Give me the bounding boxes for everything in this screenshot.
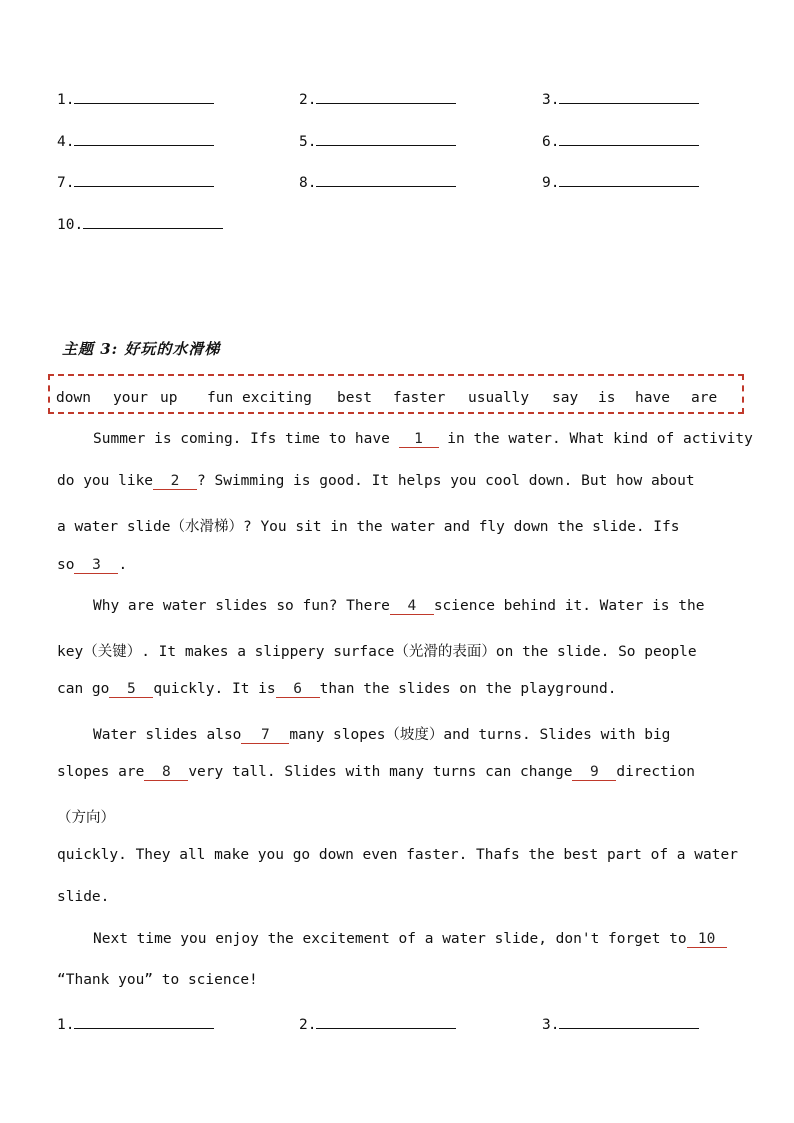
word-bank-item: say [552, 390, 579, 406]
answer-blank[interactable] [83, 214, 223, 229]
answer-blank[interactable] [559, 172, 699, 187]
answer-blank[interactable] [559, 89, 699, 104]
answer-slot-8: 8. [299, 172, 456, 191]
answer-row-2 [57, 131, 757, 151]
answer-slot-3: 3. [542, 89, 699, 108]
answer-blank[interactable] [559, 1014, 699, 1029]
blank-7[interactable]: 7 [241, 727, 289, 744]
answer-slot-10: 10. [57, 214, 223, 233]
passage-line-12: slide. [57, 889, 110, 905]
answer-slot-1: 1. [57, 89, 214, 108]
answer-slot-6: 6. [542, 131, 699, 150]
word-bank [48, 374, 744, 414]
word-bank-item: fun [207, 390, 234, 406]
blank-9[interactable]: 9 [572, 764, 616, 781]
word-bank-item: faster [393, 390, 446, 406]
answer-slot-bottom-1: 1. [57, 1014, 214, 1033]
answer-slot-2: 2. [299, 89, 456, 108]
blank-5[interactable]: 5 [109, 681, 153, 698]
passage-line-4: so 3 . [57, 557, 128, 573]
word-bank-item: down [56, 390, 91, 406]
bottom-answer-row [57, 1014, 757, 1034]
blank-2[interactable]: 2 [153, 473, 197, 490]
blank-4[interactable]: 4 [390, 598, 434, 615]
passage-line-5: Why are water slides so fun? There 4 science behind it. Water is the [93, 598, 705, 614]
answer-row-3 [57, 172, 757, 192]
blank-1[interactable]: 1 [399, 431, 439, 448]
topic-title: 主题 3: 好玩的水滑梯 [62, 340, 221, 358]
blank-6[interactable]: 6 [276, 681, 320, 698]
answer-slot-4: 4. [57, 131, 214, 150]
passage-line-14: “Thank you” to science! [57, 972, 258, 988]
answer-blank[interactable] [74, 1014, 214, 1029]
answer-blank[interactable] [74, 172, 214, 187]
word-bank-item: is [598, 390, 616, 406]
answer-blank[interactable] [74, 89, 214, 104]
passage-line-13: Next time you enjoy the excitement of a water slide, don't forget to 10 [93, 931, 727, 948]
word-bank-item: have [635, 390, 670, 406]
answer-blank[interactable] [316, 89, 456, 104]
answer-blank[interactable] [316, 1014, 456, 1029]
passage-line-6: key（关键）. It makes a slippery surface（光滑的表面）on the slide. So people [57, 644, 697, 660]
answer-blank[interactable] [74, 131, 214, 146]
answer-blank[interactable] [316, 172, 456, 187]
answer-slot-bottom-3: 3. [542, 1014, 699, 1033]
word-bank-item: your [113, 390, 148, 406]
passage-line-8: Water slides also 7 many slopes（坡度）and turns. Slides with big [93, 727, 671, 743]
passage-line-9: slopes are 8 very tall. Slides with many turns can change 9 direction [57, 764, 695, 780]
word-bank-item: usually [468, 390, 530, 406]
passage-line-3: a water slide（水滑梯）? You sit in the water and fly down the slide. Ifs [57, 519, 680, 535]
passage-line-2: do you like 2 ? Swimming is good. It helps you cool down. But how about [57, 473, 695, 489]
answer-blank[interactable] [316, 131, 456, 146]
passage-line-10: （方向） [57, 810, 115, 826]
answer-slot-9: 9. [542, 172, 699, 191]
answer-row-1 [57, 89, 757, 109]
word-bank-item: exciting [242, 390, 312, 406]
passage-line-7: can go 5 quickly. It is 6 than the slides on the playground. [57, 681, 617, 697]
blank-10[interactable]: 10 [687, 931, 727, 948]
answer-blank[interactable] [559, 131, 699, 146]
answer-row-4 [57, 214, 757, 234]
answer-slot-5: 5. [299, 131, 456, 150]
word-bank-item: are [691, 390, 718, 406]
word-bank-item: up [160, 390, 178, 406]
passage-line-11: quickly. They all make you go down even faster. Thafs the best part of a water [57, 847, 738, 863]
blank-3[interactable]: 3 [74, 557, 118, 574]
blank-8[interactable]: 8 [144, 764, 188, 781]
word-bank-item: best [337, 390, 372, 406]
answer-slot-bottom-2: 2. [299, 1014, 456, 1033]
answer-slot-7: 7. [57, 172, 214, 191]
passage-line-1: Summer is coming. Ifs time to have 1 in the water. What kind of activity [93, 431, 753, 447]
